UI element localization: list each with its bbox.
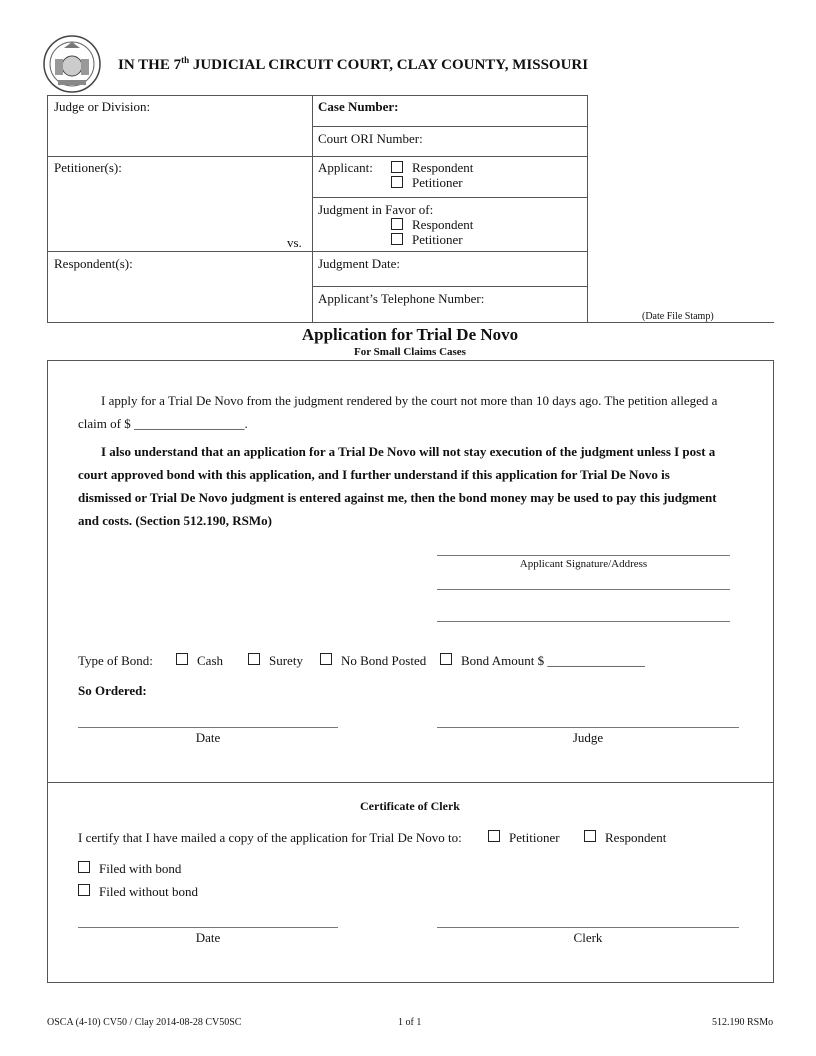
- certificate-text: I certify that I have mailed a copy of the application for Trial De Novo to:: [78, 830, 462, 845]
- paragraph-2-line-2: court approved bond with this application, and I further understand if this application for Trial De Novo is: [78, 467, 670, 482]
- phone-label: Applicant’s Telephone Number:: [318, 291, 485, 306]
- paragraph-2-line-4: and costs. (Section 512.190, RSMo): [78, 513, 272, 528]
- applicant-respondent-checkbox[interactable]: [391, 161, 403, 173]
- mailed-petitioner-label: Petitioner: [509, 830, 560, 845]
- paragraph-1-line-1: I apply for a Trial De Novo from the judgment rendered by the court not more than 10 days ago. The petition alleged a: [101, 393, 718, 408]
- clerk-label: Clerk: [573, 930, 603, 945]
- bond-surety-checkbox[interactable]: [248, 653, 260, 665]
- applicant-petitioner-checkbox[interactable]: [391, 176, 403, 188]
- address-line-1[interactable]: [437, 589, 730, 590]
- bond-cash-label: Cash: [197, 653, 223, 668]
- favor-respondent-checkbox[interactable]: [391, 218, 403, 230]
- applicant-signature-line[interactable]: [437, 555, 730, 556]
- bond-none-checkbox[interactable]: [320, 653, 332, 665]
- applicant-respondent-label: Respondent: [412, 160, 474, 175]
- order-date-line[interactable]: [78, 727, 338, 728]
- judgment-favor-label: Judgment in Favor of:: [318, 202, 434, 217]
- mailed-respondent-checkbox[interactable]: [584, 830, 596, 842]
- order-date-label: Date: [195, 730, 221, 745]
- so-ordered-label: So Ordered:: [78, 683, 147, 698]
- bond-type-label: Type of Bond:: [78, 653, 153, 668]
- clerk-date-line[interactable]: [78, 927, 338, 928]
- clerk-signature-line[interactable]: [437, 927, 739, 928]
- bond-surety-label: Surety: [269, 653, 303, 668]
- mailed-petitioner-checkbox[interactable]: [488, 830, 500, 842]
- date-file-stamp-label: (Date File Stamp): [642, 311, 714, 322]
- mailed-respondent-label: Respondent: [605, 830, 667, 845]
- court-ori-label: Court ORI Number:: [318, 131, 423, 146]
- applicant-signature-label: Applicant Signature/Address: [519, 558, 648, 570]
- filed-without-bond-checkbox[interactable]: [78, 884, 90, 896]
- filed-with-bond-checkbox[interactable]: [78, 861, 90, 873]
- court-title: IN THE 7th JUDICIAL CIRCUIT COURT, CLAY COUNTY, MISSOURI: [118, 55, 589, 73]
- address-line-2[interactable]: [437, 621, 730, 622]
- clerk-date-label: Date: [195, 930, 221, 945]
- form-title: Application for Trial De Novo: [301, 325, 519, 344]
- favor-petitioner-checkbox[interactable]: [391, 233, 403, 245]
- bond-cash-checkbox[interactable]: [176, 653, 188, 665]
- petitioners-label: Petitioner(s):: [54, 160, 122, 175]
- judgment-date-label: Judgment Date:: [318, 256, 400, 271]
- certificate-title: Certificate of Clerk: [360, 799, 460, 813]
- paragraph-1-line-2: claim of $ _________________.: [78, 416, 248, 431]
- applicant-petitioner-label: Petitioner: [412, 175, 463, 190]
- footer-form-id: OSCA (4-10) CV50 / Clay 2014-08-28 CV50SC: [47, 1017, 242, 1028]
- paragraph-2-line-1: I also understand that an application for a Trial De Novo will not stay execution of the judgment unless I post a: [101, 444, 716, 459]
- applicant-label: Applicant:: [318, 160, 373, 175]
- judge-division-label: Judge or Division:: [54, 99, 151, 114]
- bond-amount-field[interactable]: Bond Amount $ _______________: [461, 653, 645, 668]
- court-seal-icon: [42, 34, 102, 94]
- footer-page-number: 1 of 1: [398, 1017, 422, 1028]
- filed-without-bond-label: Filed without bond: [99, 884, 198, 899]
- favor-respondent-label: Respondent: [412, 217, 474, 232]
- footer-statute: 512.190 RSMo: [712, 1017, 774, 1028]
- paragraph-2-line-3: dismissed or Trial De Novo judgment is entered against me, then the bond money may be used to pay this judgment: [78, 490, 717, 505]
- filed-with-bond-label: Filed with bond: [99, 861, 182, 876]
- vs-label: vs.: [287, 235, 302, 250]
- favor-petitioner-label: Petitioner: [412, 232, 463, 247]
- bond-none-label: No Bond Posted: [341, 653, 427, 668]
- respondents-label: Respondent(s):: [54, 256, 133, 271]
- bond-amount-checkbox[interactable]: [440, 653, 452, 665]
- judge-signature-line[interactable]: [437, 727, 739, 728]
- case-number-label: Case Number:: [318, 99, 399, 114]
- form-subtitle: For Small Claims Cases: [354, 346, 466, 358]
- judge-label: Judge: [572, 730, 604, 745]
